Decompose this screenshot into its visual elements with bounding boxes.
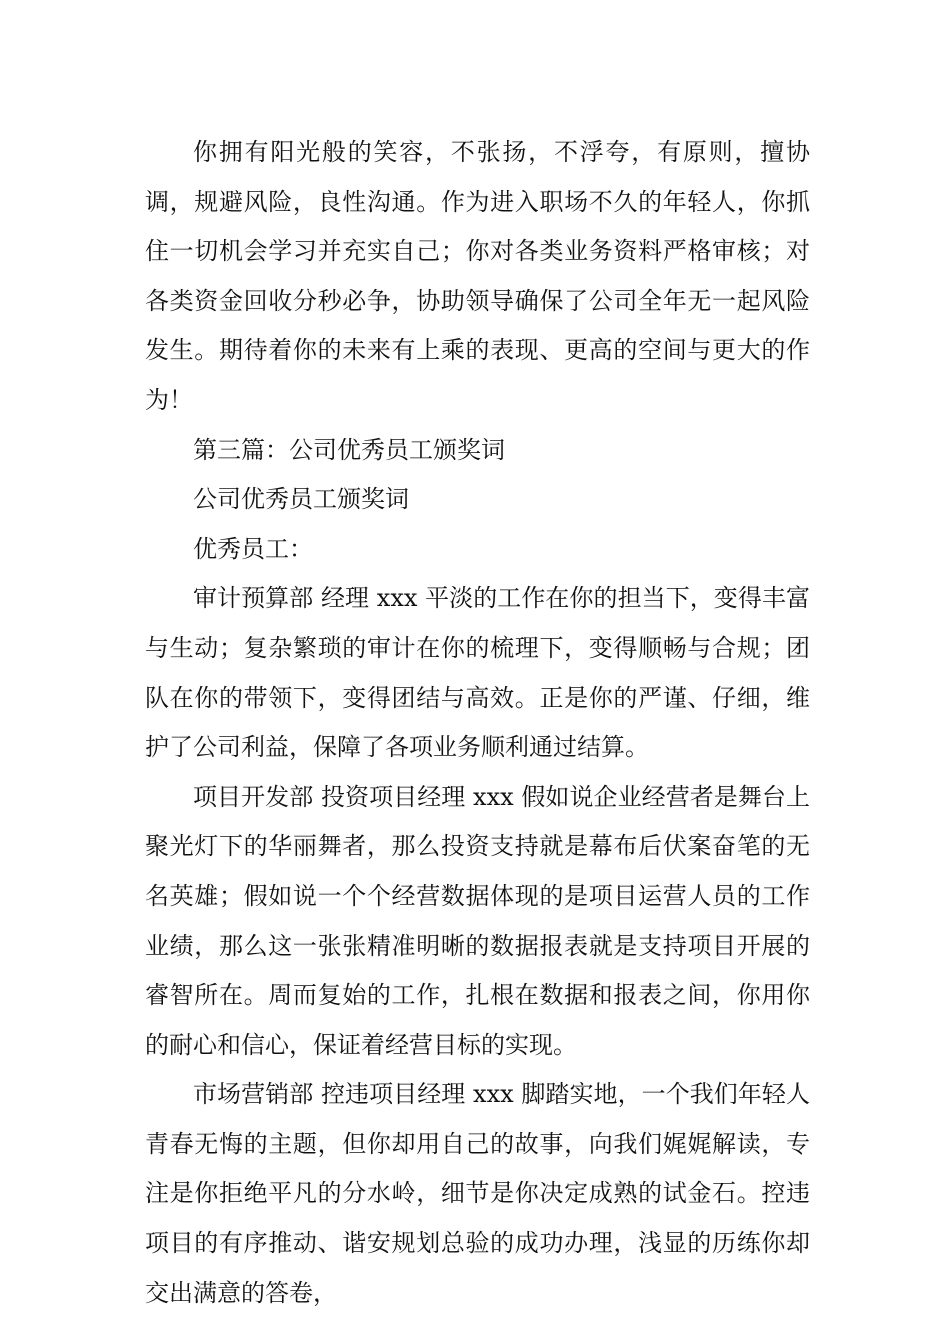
section-heading: 第三篇：公司优秀员工颁奖词 bbox=[193, 435, 505, 464]
paragraph-project-dev: 项目开发部 投资项目经理 xxx 假如说企业经营者是舞台上聚光灯下的华丽舞者，那么投资支持就是幕布后伏案奋笔的无名英雄；假如说一个个经营数据体现的是项目运营人员的工作业绩，那么这一张张精准明晰的数据报表就是支持项目开展的睿智所在。周而复始的工作，扎根在数据和报表之间，你用你的耐心和信心，保证着经营目标的实现。 bbox=[145, 782, 810, 1059]
document-title: 公司优秀员工颁奖词 bbox=[193, 485, 409, 514]
paragraph-marketing: 市场营销部 控违项目经理 xxx 脚踏实地，一个我们年轻人青春无悔的主题，但你却用自己的故事，向我们娓娓解读，专注是你拒绝平凡的分水岭，细节是你决定成熟的试金石。控违项目的有序推动、谐安规划总验的成功办理，浅显的历练你却交出满意的答卷， bbox=[145, 1080, 810, 1307]
paragraph-praise-youth: 你拥有阳光般的笑容，不张扬，不浮夸，有原则，擅协调，规避风险，良性沟通。作为进入职场不久的年轻人，你抓住一切机会学习并充实自己；你对各类业务资料严格审核；对各类资金回收分秒必争，协助领导确保了公司全年无一起风险发生。期待着你的未来有上乘的表现、更高的空间与更大的作为！ bbox=[145, 138, 810, 414]
document-body bbox=[145, 128, 810, 1318]
paragraph-audit-dept: 审计预算部 经理 xxx 平淡的工作在你的担当下，变得丰富与生动；复杂繁琐的审计在你的梳理下，变得顺畅与合规；团队在你的带领下，变得团结与高效。正是你的严谨、仔细，维护了公司利益，保障了各项业务顺利通过结算。 bbox=[145, 584, 810, 762]
salutation: 优秀员工： bbox=[193, 534, 313, 563]
